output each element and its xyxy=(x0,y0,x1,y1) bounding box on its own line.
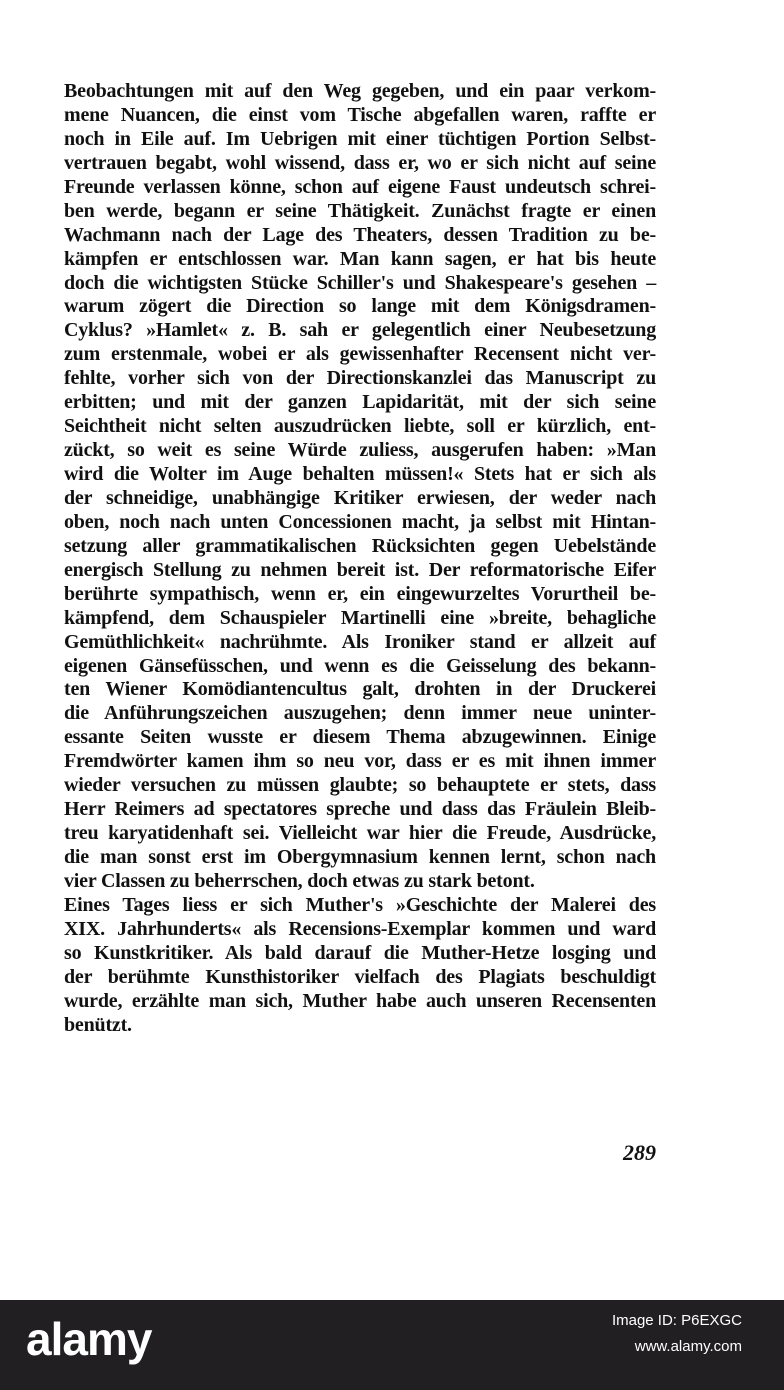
text-line: Freunde verlassen könne, schon auf eigene Faust undeutsch schrei- xyxy=(64,175,656,198)
text-line: kämpfend, dem Schauspieler Martinelli eine »breite, behagliche xyxy=(64,606,656,629)
text-line: warum zögert die Direction so lange mit dem Königsdramen- xyxy=(64,295,656,318)
image-id-label: Image ID: P6EXGC xyxy=(611,1312,742,1329)
page-number: 289 xyxy=(623,1140,656,1165)
text-line: Fremdwörter kamen ihm so neu vor, dass er es mit ihnen immer xyxy=(64,750,656,773)
text-line: benützt. xyxy=(64,1013,132,1036)
text-line: XIX. Jahrhunderts« als Recensions-Exemplar kommen und ward xyxy=(64,917,656,940)
text-line: so Kunstkritiker. Als bald darauf die Muther-Hetze losging und xyxy=(64,941,656,964)
text-line: vertrauen begabt, wohl wissend, dass er, wo er sich nicht auf seine xyxy=(64,151,656,174)
text-line: zum erstenmale, wobei er als gewissenhafter Recensent nicht ver- xyxy=(64,343,656,366)
text-line: Seichtheit nicht selten auszudrücken liebte, soll er kürzlich, ent- xyxy=(64,415,656,438)
text-line: Cyklus? »Hamlet« z. B. sah er gelegentlich einer Neubesetzung xyxy=(64,319,656,342)
text-line: ben werde, begann er seine Thätigkeit. Zunächst fragte er einen xyxy=(64,199,656,222)
text-line: der schneidige, unabhängige Kritiker erwiesen, der weder nach xyxy=(64,486,656,509)
text-line: zückt, so weit es seine Würde zuliess, ausgerufen haben: »Man xyxy=(64,439,656,462)
text-line: oben, noch nach unten Concessionen macht, ja selbst mit Hintan- xyxy=(64,510,656,533)
text-line: energisch Stellung zu nehmen bereit ist. Der reformatorische Eifer xyxy=(64,558,656,581)
text-line: kämpfen er entschlossen war. Man kann sagen, er hat bis heute xyxy=(64,247,656,270)
stock-url-label: www.alamy.com xyxy=(634,1338,742,1355)
text-line: wieder versuchen zu müssen glaubte; so behauptete er stets, dass xyxy=(64,774,656,797)
text-line: noch in Eile auf. Im Uebrigen mit einer tüchtigen Portion Selbst- xyxy=(64,127,656,150)
text-line: wurde, erzählte man sich, Muther habe auch unseren Recensenten xyxy=(64,989,656,1012)
stock-watermark-bar xyxy=(0,1300,784,1390)
text-line: die man sonst erst im Obergymnasium kennen lernt, schon nach xyxy=(64,846,656,868)
alamy-logo: alamy xyxy=(26,1313,152,1365)
text-line: der berühmte Kunsthistoriker vielfach des Plagiats beschuldigt xyxy=(64,965,656,988)
text-line: Eines Tages liess er sich Muther's »Geschichte der Malerei des xyxy=(64,893,656,916)
text-line: eigenen Gänsefüsschen, und wenn es die Geisselung des bekann- xyxy=(64,654,656,677)
text-line: essante Seiten wusste er diesem Thema abzugewinnen. Einige xyxy=(64,726,656,749)
body-text xyxy=(64,80,656,1038)
text-line: erbitten; und mit der ganzen Lapidarität, mit der sich seine xyxy=(64,391,656,414)
text-line: Herr Reimers ad spectatores spreche und dass das Fräulein Bleib- xyxy=(64,798,656,821)
text-line: treu karyatidenhaft sei. Vielleicht war hier die Freude, Ausdrücke, xyxy=(64,822,656,845)
text-line: fehlte, vorher sich von der Directionskanzlei das Manuscript zu xyxy=(64,367,656,390)
text-line: Wachmann nach der Lage des Theaters, dessen Tradition zu be- xyxy=(64,223,656,246)
text-line: Beobachtungen mit auf den Weg gegeben, und ein paar verkom- xyxy=(64,80,656,102)
text-line: doch die wichtigsten Stücke Schiller's und Shakespeare's gesehen – xyxy=(64,271,656,294)
text-line: mene Nuancen, die einst vom Tische abgefallen waren, raffte er xyxy=(64,103,656,126)
text-line: die Anführungszeichen auszugehen; denn immer neue uninter- xyxy=(64,702,656,725)
text-line: ten Wiener Komödiantencultus galt, drohten in der Druckerei xyxy=(64,678,656,701)
text-line: wird die Wolter im Auge behalten müssen!« Stets hat er sich als xyxy=(64,463,656,485)
text-line: vier Classen zu beherrschen, doch etwas zu stark betont. xyxy=(64,869,535,892)
text-line: setzung aller grammatikalischen Rücksichten gegen Uebelstände xyxy=(64,534,656,557)
text-line: berührte sympathisch, wenn er, ein eingewurzeltes Vorurtheil be- xyxy=(64,582,656,605)
text-line: Gemüthlichkeit« nachrühmte. Als Ironiker stand er allzeit auf xyxy=(64,630,656,653)
